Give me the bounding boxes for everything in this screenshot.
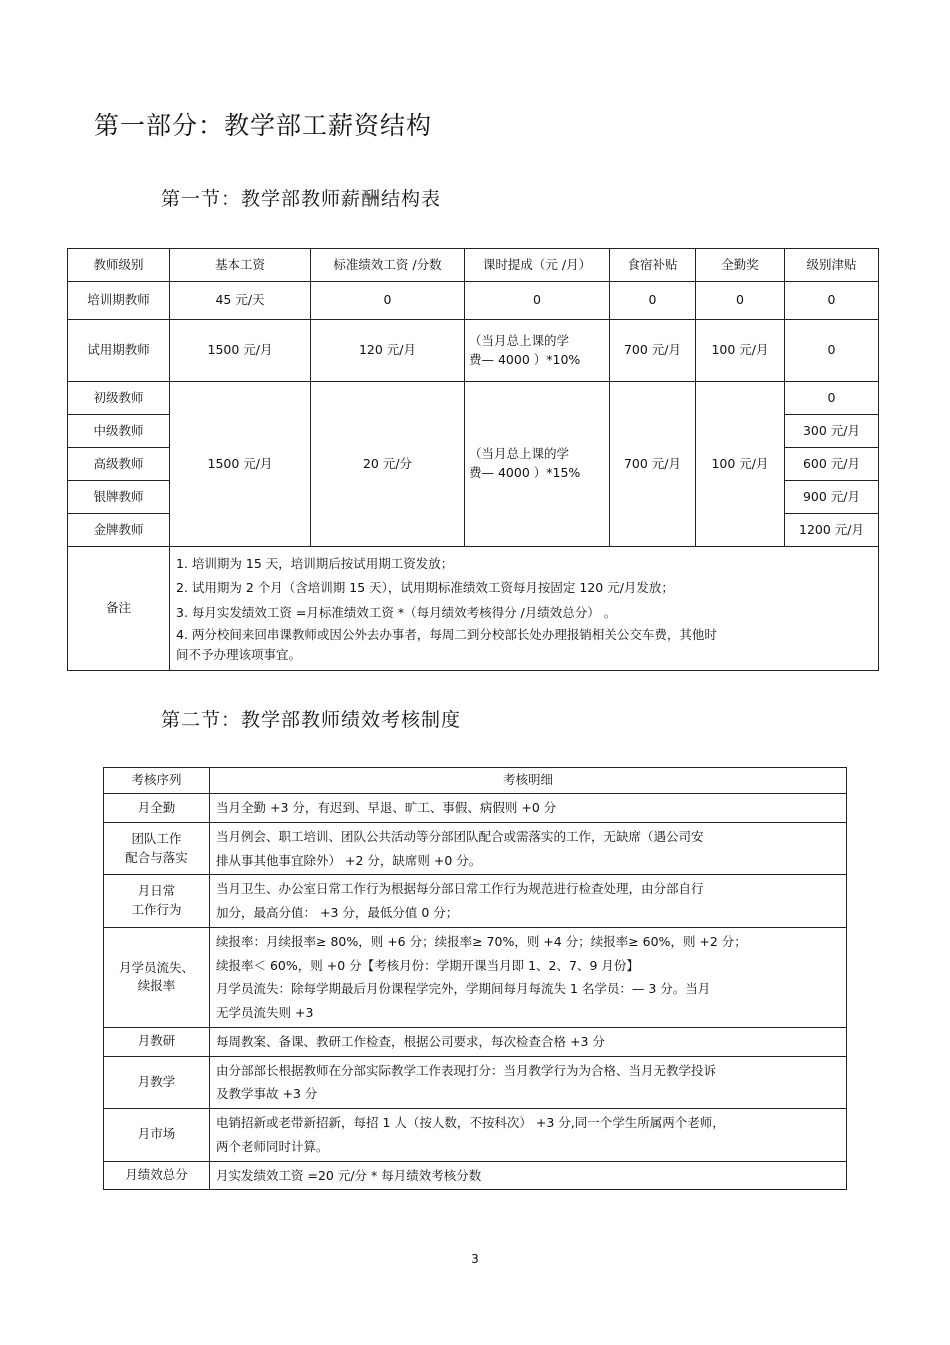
table-row (68, 382, 879, 415)
table-row (104, 875, 847, 928)
header-cell: 级别津贴 (785, 249, 879, 282)
row-label (104, 875, 210, 928)
detail-line: 月实发绩效工资 =20 元/分 * 每月绩效考核分数 (216, 1167, 482, 1183)
row-detail (210, 927, 847, 1027)
row-label (104, 1027, 210, 1056)
cell-line: （当月总上课的学 (469, 446, 570, 462)
label-line: 工作行为 (131, 902, 182, 917)
section1-title: 第一节：教学部教师薪酬结构表 (161, 188, 442, 210)
table-row (104, 1056, 847, 1109)
section2-title: 第二节：教学部教师绩效考核制度 (161, 709, 462, 731)
table-cell: 120 元/月 (311, 320, 465, 382)
note-line: 间不予办理该项事宜。 (176, 647, 302, 663)
detail-line: 续报率＜ 60%，则 +0 分【考核月份：学期开课当月即 1、2、7、9 月份】 (216, 957, 639, 973)
table-header-row (104, 768, 847, 794)
note-line: 1. 培训期为 15 天，培训期后按试用期工资发放； (176, 555, 454, 571)
table-cell: 1500 元/月 (170, 320, 311, 382)
table-cell: 高级教师 (68, 448, 170, 481)
header-cell: 课时提成（元 /月） (465, 249, 610, 282)
row-detail (210, 1027, 847, 1056)
notes-label: 备注 (68, 547, 170, 671)
cell-line: 费— 4000 ）*10% (469, 351, 581, 367)
label-line: 配合与落实 (125, 849, 188, 865)
row-detail (210, 822, 847, 875)
table-cell: 0 (311, 282, 465, 320)
label-line: 团队工作 (131, 830, 182, 846)
note-line: 4. 两分校间来回串课教师或因公外去办事者，每周二到分校部长处办理报销相关公交车费，其他时 (176, 627, 717, 643)
row-detail (210, 1109, 847, 1162)
label-line: 月教学 (137, 1073, 176, 1089)
row-label (104, 822, 210, 875)
label-line: 月日常 (137, 883, 176, 899)
table-row (104, 822, 847, 875)
table-cell (465, 382, 610, 547)
table-cell: 100 元/月 (696, 320, 785, 382)
notes-row (68, 547, 879, 671)
table-cell: 100 元/月 (696, 382, 785, 547)
row-label (104, 927, 210, 1027)
table-cell: 0 (610, 282, 696, 320)
performance-table (103, 767, 847, 1190)
header-cell: 食宿补贴 (610, 249, 696, 282)
header-cell: 考核序列 (104, 768, 210, 794)
detail-line: 当月卫生、办公室日常工作行为根据每分部日常工作行为规范进行检查处理，由分部自行 (216, 881, 704, 897)
table-cell: 中级教师 (68, 415, 170, 448)
detail-line: 电销招新或老带新招新，每招 1 人（按人数，不按科次） +3 分,同一个学生所属两个老师， (216, 1115, 725, 1130)
table-cell: 试用期教师 (68, 320, 170, 382)
label-line: 续报率 (137, 978, 176, 994)
label-line: 月教研 (137, 1033, 176, 1049)
page-number: 3 (471, 1252, 479, 1266)
table-cell: 0 (696, 282, 785, 320)
row-detail (210, 1056, 847, 1109)
row-detail (210, 1161, 847, 1190)
table-cell: 700 元/月 (610, 382, 696, 547)
salary-structure-table (67, 248, 879, 671)
table-cell: 1500 元/月 (170, 382, 311, 547)
cell-line: 费— 4000 ）*15% (469, 465, 581, 480)
table-cell: 银牌教师 (68, 481, 170, 514)
row-label (104, 1109, 210, 1162)
label-line: 月绩效总分 (125, 1167, 188, 1182)
cell-line: （当月总上课的学 (469, 332, 570, 348)
table-row (68, 320, 879, 382)
label-line: 月学员流失、 (118, 959, 194, 975)
table-cell: 0 (465, 282, 610, 320)
table-row (104, 927, 847, 1027)
table-cell: 20 元/分 (311, 382, 465, 547)
table-cell: 金牌教师 (68, 514, 170, 547)
detail-line: 排从事其他事宜除外） +2 分，缺席则 +0 分。 (216, 852, 482, 868)
table-cell: 0 (785, 382, 879, 415)
table-row (104, 1027, 847, 1056)
table-cell: 700 元/月 (610, 320, 696, 382)
header-cell: 基本工资 (170, 249, 311, 282)
table-cell: 300 元/月 (785, 415, 879, 448)
detail-line: 由分部部长根据教师在分部实际教学工作表现打分：当月教学行为为合格、当月无教学投诉 (216, 1062, 717, 1078)
row-label (104, 1056, 210, 1109)
detail-line: 当月全勤 +3 分，有迟到、早退、旷工、事假、病假则 +0 分 (216, 800, 557, 815)
detail-line: 加分，最高分值： +3 分，最低分值 0 分； (216, 905, 459, 920)
page-heading: 第一部分：教学部工薪资结构 (94, 111, 433, 140)
table-row (104, 1161, 847, 1190)
table-row (104, 1109, 847, 1162)
table-row (68, 282, 879, 320)
table-cell: 600 元/月 (785, 448, 879, 481)
note-line: 2. 试用期为 2 个月（含培训期 15 天），试用期标准绩效工资每月按固定 120 元/月发放； (176, 580, 674, 596)
detail-line: 每周教案、备课、教研工作检查，根据公司要求，每次检查合格 +3 分 (216, 1033, 605, 1049)
table-cell: 1200 元/月 (785, 514, 879, 547)
row-label (104, 794, 210, 823)
table-cell: 培训期教师 (68, 282, 170, 320)
notes-cell (170, 547, 879, 671)
header-cell: 全勤奖 (696, 249, 785, 282)
label-line: 月全勤 (137, 799, 176, 815)
table-cell: 45 元/天 (170, 282, 311, 320)
row-detail (210, 794, 847, 823)
table-header-row (68, 249, 879, 282)
note-line: 3. 每月实发绩效工资 =月标准绩效工资 *（每月绩效考核得分 /月绩效总分） 。 (176, 604, 617, 620)
detail-line: 当月例会、职工培训、团队公共活动等分部团队配合或需落实的工作，无缺席（遇公司安 (216, 828, 704, 844)
detail-line: 无学员流失则 +3 (216, 1005, 314, 1020)
table-cell (465, 320, 610, 382)
detail-line: 月学员流失：除每学期最后月份课程学完外，学期间每月每流失 1 名学员：— 3 分。当月 (216, 981, 711, 997)
header-cell: 教师级别 (68, 249, 170, 282)
table-cell: 0 (785, 282, 879, 320)
table-cell: 初级教师 (68, 382, 170, 415)
row-detail (210, 875, 847, 928)
header-cell: 标准绩效工资 /分数 (311, 249, 465, 282)
detail-line: 及教学事故 +3 分 (216, 1086, 318, 1102)
table-cell: 900 元/月 (785, 481, 879, 514)
header-cell: 考核明细 (210, 768, 847, 794)
table-cell: 0 (785, 320, 879, 382)
detail-line: 续报率：月续报率≥ 80%，则 +6 分；续报率≥ 70%，则 +4 分；续报率≥ 60%，则 +2 分； (216, 933, 747, 949)
label-line: 月市场 (137, 1126, 176, 1142)
detail-line: 两个老师同时计算。 (216, 1138, 329, 1154)
row-label (104, 1161, 210, 1190)
table-row (104, 794, 847, 823)
